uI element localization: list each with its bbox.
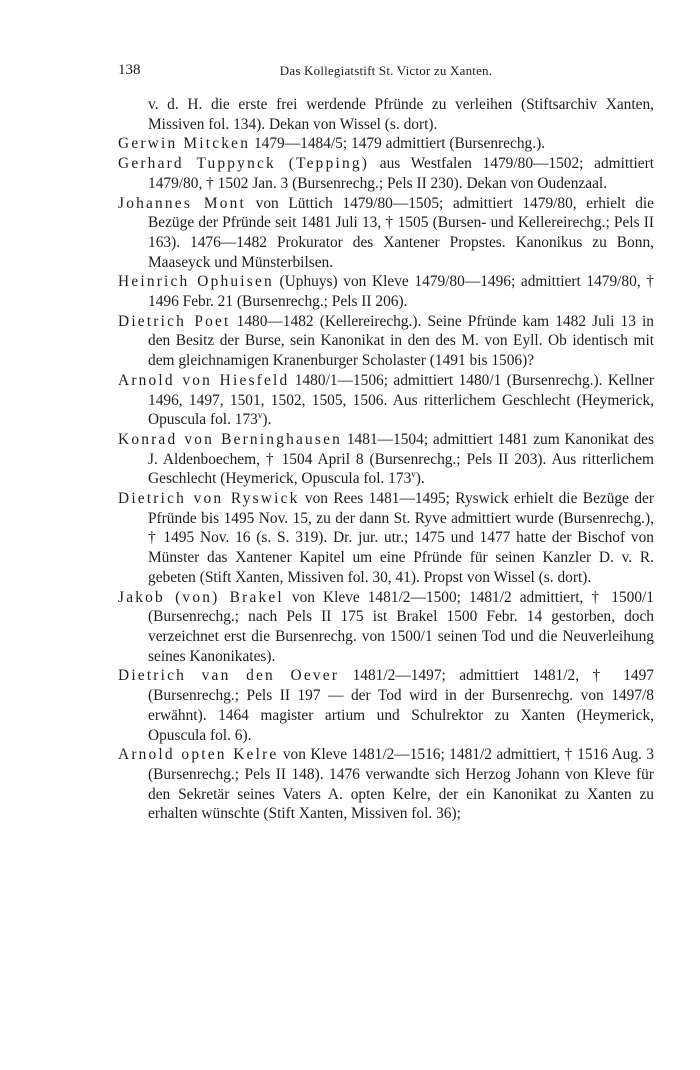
entry-name: Dietrich von Ryswick bbox=[118, 490, 300, 508]
entry-name: Konrad von Berninghausen bbox=[118, 430, 343, 448]
entry-text: (Uphuys) von Kleve 1479/80—1496; admittiert 1479/80, † 1496 Febr. 21 (Bursenrechg.; Pels II 206). bbox=[148, 273, 654, 311]
entry-text: von Kleve 1481/2—1500; 1481/2 admittiert, † 1500/1 (Bursenrechg.; nach Pels II 175 ist Brakel 1500 Febr. 14 gestorben, doch verzeichnet erst die Bursenrechg. von 1500/1 seinen Tod und die Neuverleihung seines Kanonikates). bbox=[148, 588, 655, 665]
entry-text: v. d. H. die erste frei werdende Pfründe zu verleihen (Stiftsarchiv Xanten, Missiven fol. 134). Dekan von Wissel (s. dort). bbox=[148, 96, 654, 133]
entry bbox=[118, 430, 654, 489]
entry-text: von Rees 1481—1495; Ryswick erhielt die Bezüge der Pfründe bis 1495 Nov. 15, zu der dann St. Ryve admittiert wurde (Bursenrechg.), † 1495 Nov. 16 (s. S. 319). Dr. jur. utr.; 1475 und 1477 hatte der Bischof von Münster das Xantener Kapitel um eine Pfründe für seinen Kanzler D. v. R. gebeten (Stift Xanten, Missiven fol. 30, 41). Propst von Wissel (s. dort). bbox=[148, 490, 654, 586]
entry-list bbox=[118, 95, 654, 824]
page-header bbox=[118, 62, 654, 84]
entry-text: 1481—1504; admittiert 1481 zum Kanonikat des J. Aldenboechem, † 1504 April 8 (Bursenrechg.; Pels II 203). Aus ritterlichem Geschlecht (Heymerick, Opuscula fol. 173 bbox=[148, 430, 654, 488]
entry-continuation bbox=[118, 95, 654, 134]
entry-name: Arnold opten Kelre bbox=[118, 746, 279, 764]
entry bbox=[118, 666, 654, 745]
page-number: 138 bbox=[118, 62, 141, 78]
entry-name: Jakob (von) Brakel bbox=[118, 588, 284, 606]
superscript-verso: v bbox=[411, 469, 416, 480]
entry-text-end: ). bbox=[415, 470, 425, 488]
entry-name: Heinrich Ophuisen bbox=[118, 273, 274, 291]
entry bbox=[118, 489, 654, 588]
entry-text: 1481/2—1497; admittiert 1481/2, † 1497 (Bursenrechg.; Pels II 197 — der Tod wird in der Bursenrechg. von 1497/8 erwähnt). 1464 magister artium und Schulrektor zu Xanten (Heymerick, Opuscula fol. 6). bbox=[148, 667, 654, 744]
entry bbox=[118, 194, 654, 273]
entry bbox=[118, 371, 654, 430]
entry bbox=[118, 312, 654, 371]
entry-name: Gerhard Tuppynck (Tepping) bbox=[118, 155, 370, 173]
entry-text: 1480—1482 (Kellereirechg.). Seine Pfründe kam 1482 Juli 13 in den Besitz der Burse, sein Kanonikat in den des M. von Eyll. Ob identisch mit dem gleichnamigen Kranenburger Scholaster (1491 bis 1506)? bbox=[148, 312, 654, 370]
entry-text: von Lüttich 1479/80—1505; admittiert 1479/80, erhielt die Bezüge der Pfründe seit 1481 Juli 13, † 1505 (Bursen- und Kellereirechg.; Pels II 163). 1476—1482 Prokurator des Xantener Propstes. Kanonikus zu Bonn, Maaseyck und Münsterbilsen. bbox=[148, 194, 654, 271]
entry-name: Dietrich Poet bbox=[118, 312, 231, 330]
running-head: Das Kollegiatstift St. Victor zu Xanten. bbox=[279, 63, 493, 78]
entry-name: Gerwin Mitcken bbox=[118, 135, 251, 153]
entry-text: 1479—1484/5; 1479 admittiert (Bursenrechg.). bbox=[250, 135, 546, 153]
entry bbox=[118, 745, 654, 824]
entry-name: Johannes Mont bbox=[118, 194, 246, 212]
entry-text-end: ). bbox=[262, 411, 272, 429]
entry bbox=[118, 588, 654, 667]
entry-text: aus Westfalen 1479/80—1502; admittiert 1479/80, † 1502 Jan. 3 (Bursenrechg.; Pels II 230). Dekan von Oudenzaal. bbox=[148, 155, 654, 192]
superscript-verso: v bbox=[257, 410, 263, 421]
entry-text: 1480/1—1506; admittiert 1480/1 (Bursenrechg.). Kellner 1496, 1497, 1501, 1502, 1505, 1506. Aus ritterlichem Geschlecht (Heymerick, Opuscula fol. 173 bbox=[148, 371, 654, 429]
entry bbox=[118, 272, 654, 311]
entry bbox=[118, 154, 654, 193]
entry bbox=[118, 134, 654, 154]
entry-name: Dietrich van den Oever bbox=[118, 667, 340, 685]
entry-text: von Kleve 1481/2—1516; 1481/2 admittiert, † 1516 Aug. 3 (Bursenrechg.; Pels II 148). 1476 verwandte sich Herzog Johann von Kleve für den Sekretär seines Vaters A. opten Kelre, der ein Kanonikat zu Xanten zu erhalten wünschte (Stift Xanten, Missiven fol. 36); bbox=[148, 746, 654, 823]
entry-name: Arnold von Hiesfeld bbox=[118, 371, 290, 389]
